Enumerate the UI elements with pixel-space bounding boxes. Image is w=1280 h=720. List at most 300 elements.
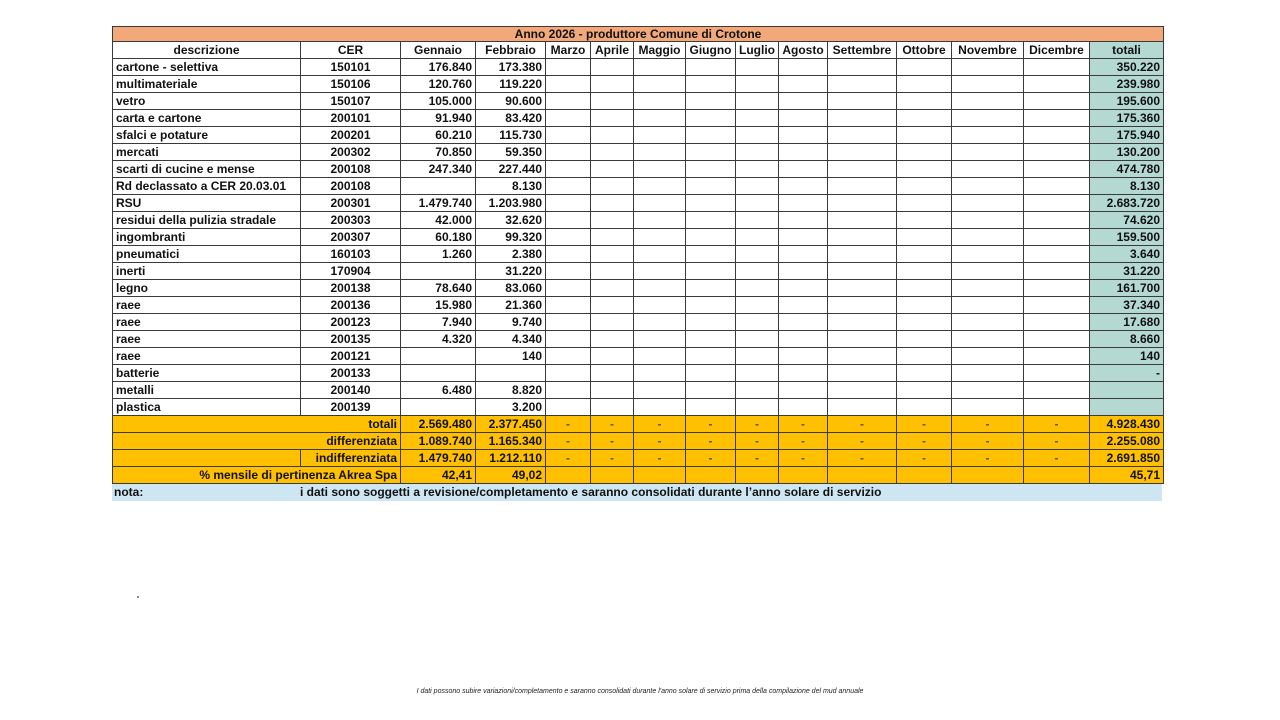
row-gennaio: 247.340	[401, 161, 476, 178]
row-empty-month-cell	[1024, 195, 1090, 212]
row-empty-month-cell	[1024, 127, 1090, 144]
row-empty-month-cell	[952, 399, 1024, 416]
row-empty-month-cell	[779, 297, 828, 314]
row-empty-month-cell	[1024, 399, 1090, 416]
row-gennaio: 70.850	[401, 144, 476, 161]
row-totale: 161.700	[1090, 280, 1164, 297]
header-month-dicembre: Dicembre	[1024, 42, 1090, 59]
row-cer: 150107	[301, 93, 401, 110]
row-empty-month-cell	[634, 229, 686, 246]
row-empty-month-cell	[897, 212, 952, 229]
row-empty-month-cell	[897, 110, 952, 127]
row-febbraio: 83.420	[476, 110, 546, 127]
row-empty-month-cell	[546, 365, 591, 382]
row-gennaio: 91.940	[401, 110, 476, 127]
summary-febbraio: 1.165.340	[476, 433, 546, 450]
row-gennaio: 7.940	[401, 314, 476, 331]
summary-month-cell: -	[779, 416, 828, 433]
header-month-gennaio: Gennaio	[401, 42, 476, 59]
row-empty-month-cell	[736, 297, 779, 314]
row-empty-month-cell	[591, 76, 634, 93]
row-empty-month-cell	[779, 365, 828, 382]
nota-label: nota:	[112, 484, 297, 501]
row-descrizione: inerti	[113, 263, 301, 280]
row-empty-month-cell	[686, 93, 736, 110]
row-totale: 239.980	[1090, 76, 1164, 93]
row-empty-month-cell	[828, 348, 897, 365]
row-empty-month-cell	[779, 229, 828, 246]
row-empty-month-cell	[952, 297, 1024, 314]
summary-febbraio: 1.212.110	[476, 450, 546, 467]
summary-gennaio: 1.089.740	[401, 433, 476, 450]
row-empty-month-cell	[897, 76, 952, 93]
table-row	[113, 178, 1164, 195]
row-febbraio: 1.203.980	[476, 195, 546, 212]
row-totale: 140	[1090, 348, 1164, 365]
summary-febbraio: 49,02	[476, 467, 546, 484]
row-empty-month-cell	[779, 399, 828, 416]
summary-month-cell: -	[591, 433, 634, 450]
row-descrizione: RSU	[113, 195, 301, 212]
row-totale: 74.620	[1090, 212, 1164, 229]
summary-month-cell	[779, 467, 828, 484]
row-cer: 200307	[301, 229, 401, 246]
row-empty-month-cell	[779, 93, 828, 110]
row-empty-month-cell	[591, 365, 634, 382]
row-empty-month-cell	[897, 59, 952, 76]
table-row	[113, 331, 1164, 348]
row-empty-month-cell	[686, 59, 736, 76]
summary-month-cell: -	[1024, 416, 1090, 433]
row-empty-month-cell	[828, 144, 897, 161]
row-empty-month-cell	[634, 382, 686, 399]
row-empty-month-cell	[897, 195, 952, 212]
row-empty-month-cell	[779, 263, 828, 280]
row-empty-month-cell	[828, 314, 897, 331]
row-gennaio	[401, 399, 476, 416]
row-empty-month-cell	[686, 229, 736, 246]
table-row	[113, 195, 1164, 212]
title-row	[113, 27, 1164, 42]
row-empty-month-cell	[546, 382, 591, 399]
row-empty-month-cell	[686, 382, 736, 399]
row-empty-month-cell	[779, 314, 828, 331]
row-empty-month-cell	[779, 331, 828, 348]
table-row	[113, 382, 1164, 399]
row-empty-month-cell	[1024, 178, 1090, 195]
row-empty-month-cell	[1024, 382, 1090, 399]
table-row	[113, 314, 1164, 331]
row-empty-month-cell	[686, 195, 736, 212]
summary-month-cell	[952, 467, 1024, 484]
header-month-febbraio: Febbraio	[476, 42, 546, 59]
row-empty-month-cell	[591, 127, 634, 144]
header-month-ottobre: Ottobre	[897, 42, 952, 59]
waste-table	[112, 26, 1164, 484]
table-row	[113, 59, 1164, 76]
row-empty-month-cell	[736, 382, 779, 399]
row-empty-month-cell	[736, 127, 779, 144]
summary-month-cell: -	[686, 416, 736, 433]
summary-month-cell: -	[828, 433, 897, 450]
row-empty-month-cell	[546, 59, 591, 76]
row-empty-month-cell	[736, 144, 779, 161]
row-empty-month-cell	[1024, 144, 1090, 161]
row-descrizione: Rd declassato a CER 20.03.01	[113, 178, 301, 195]
summary-month-cell: -	[828, 450, 897, 467]
row-empty-month-cell	[736, 76, 779, 93]
row-descrizione: plastica	[113, 399, 301, 416]
summary-month-cell: -	[634, 450, 686, 467]
summary-totale: 45,71	[1090, 467, 1164, 484]
summary-totale: 4.928.430	[1090, 416, 1164, 433]
row-empty-month-cell	[591, 314, 634, 331]
summary-row	[113, 416, 1164, 433]
row-empty-month-cell	[1024, 348, 1090, 365]
header-cer: CER	[301, 42, 401, 59]
row-cer: 200101	[301, 110, 401, 127]
summary-gennaio: 42,41	[401, 467, 476, 484]
row-empty-month-cell	[591, 110, 634, 127]
row-empty-month-cell	[634, 144, 686, 161]
row-totale: 37.340	[1090, 297, 1164, 314]
row-cer: 200139	[301, 399, 401, 416]
row-empty-month-cell	[952, 76, 1024, 93]
row-cer: 200108	[301, 178, 401, 195]
row-cer: 200303	[301, 212, 401, 229]
row-empty-month-cell	[952, 212, 1024, 229]
row-gennaio: 120.760	[401, 76, 476, 93]
nota-text: i dati sono soggetti a revisione/completamento e saranno consolidati durante l’anno solare di servizio	[297, 484, 1162, 501]
row-empty-month-cell	[828, 399, 897, 416]
row-totale: 195.600	[1090, 93, 1164, 110]
row-febbraio: 8.130	[476, 178, 546, 195]
row-empty-month-cell	[591, 212, 634, 229]
summary-month-cell	[546, 467, 591, 484]
row-totale: -	[1090, 365, 1164, 382]
row-cer: 200123	[301, 314, 401, 331]
row-empty-month-cell	[828, 110, 897, 127]
row-cer: 150106	[301, 76, 401, 93]
row-descrizione: legno	[113, 280, 301, 297]
table-row	[113, 110, 1164, 127]
summary-month-cell	[897, 467, 952, 484]
row-empty-month-cell	[591, 178, 634, 195]
row-gennaio: 176.840	[401, 59, 476, 76]
row-empty-month-cell	[591, 297, 634, 314]
summary-month-cell: -	[591, 450, 634, 467]
row-empty-month-cell	[736, 365, 779, 382]
row-empty-month-cell	[779, 127, 828, 144]
row-empty-month-cell	[686, 365, 736, 382]
row-empty-month-cell	[897, 93, 952, 110]
table-row	[113, 348, 1164, 365]
summary-month-cell: -	[546, 416, 591, 433]
row-empty-month-cell	[546, 399, 591, 416]
row-empty-month-cell	[1024, 331, 1090, 348]
row-empty-month-cell	[1024, 76, 1090, 93]
summary-label: indifferenziata	[301, 450, 401, 467]
row-gennaio: 42.000	[401, 212, 476, 229]
row-empty-month-cell	[634, 280, 686, 297]
row-empty-month-cell	[897, 399, 952, 416]
row-febbraio: 90.600	[476, 93, 546, 110]
header-month-marzo: Marzo	[546, 42, 591, 59]
row-empty-month-cell	[897, 365, 952, 382]
row-empty-month-cell	[546, 331, 591, 348]
row-empty-month-cell	[634, 93, 686, 110]
summary-month-cell: -	[686, 450, 736, 467]
row-empty-month-cell	[546, 263, 591, 280]
summary-month-cell: -	[546, 433, 591, 450]
row-totale: 31.220	[1090, 263, 1164, 280]
row-empty-month-cell	[779, 59, 828, 76]
row-febbraio: 119.220	[476, 76, 546, 93]
summary-month-cell: -	[897, 416, 952, 433]
row-empty-month-cell	[952, 127, 1024, 144]
row-empty-month-cell	[634, 59, 686, 76]
row-empty-month-cell	[828, 76, 897, 93]
summary-month-cell	[634, 467, 686, 484]
row-cer: 200140	[301, 382, 401, 399]
row-empty-month-cell	[779, 144, 828, 161]
row-totale: 3.640	[1090, 246, 1164, 263]
header-month-luglio: Luglio	[736, 42, 779, 59]
row-empty-month-cell	[634, 365, 686, 382]
row-empty-month-cell	[828, 331, 897, 348]
row-empty-month-cell	[736, 161, 779, 178]
summary-gennaio: 2.569.480	[401, 416, 476, 433]
row-empty-month-cell	[546, 246, 591, 263]
summary-label: totali	[113, 416, 401, 433]
row-empty-month-cell	[546, 348, 591, 365]
row-descrizione: raee	[113, 348, 301, 365]
row-empty-month-cell	[952, 110, 1024, 127]
summary-month-cell: -	[736, 416, 779, 433]
row-gennaio: 78.640	[401, 280, 476, 297]
row-empty-month-cell	[897, 382, 952, 399]
row-empty-month-cell	[779, 348, 828, 365]
row-empty-month-cell	[897, 263, 952, 280]
table-row	[113, 144, 1164, 161]
row-empty-month-cell	[828, 263, 897, 280]
row-cer: 200136	[301, 297, 401, 314]
summary-month-cell: -	[897, 433, 952, 450]
row-febbraio: 227.440	[476, 161, 546, 178]
row-empty-month-cell	[1024, 110, 1090, 127]
row-empty-month-cell	[897, 280, 952, 297]
row-cer: 200121	[301, 348, 401, 365]
row-empty-month-cell	[634, 161, 686, 178]
table-row	[113, 229, 1164, 246]
row-descrizione: raee	[113, 314, 301, 331]
row-empty-month-cell	[634, 348, 686, 365]
header-totali: totali	[1090, 42, 1164, 59]
row-empty-month-cell	[779, 76, 828, 93]
row-empty-month-cell	[897, 348, 952, 365]
row-empty-month-cell	[736, 280, 779, 297]
row-empty-month-cell	[952, 93, 1024, 110]
summary-month-cell	[828, 467, 897, 484]
row-cer: 200108	[301, 161, 401, 178]
row-empty-month-cell	[686, 127, 736, 144]
row-totale: 130.200	[1090, 144, 1164, 161]
row-empty-month-cell	[686, 297, 736, 314]
row-febbraio: 99.320	[476, 229, 546, 246]
row-gennaio	[401, 365, 476, 382]
row-gennaio: 15.980	[401, 297, 476, 314]
row-empty-month-cell	[634, 331, 686, 348]
table-row	[113, 365, 1164, 382]
row-empty-month-cell	[591, 144, 634, 161]
row-empty-month-cell	[634, 76, 686, 93]
row-empty-month-cell	[1024, 314, 1090, 331]
table-row	[113, 161, 1164, 178]
row-empty-month-cell	[591, 161, 634, 178]
row-empty-month-cell	[897, 314, 952, 331]
row-empty-month-cell	[686, 212, 736, 229]
summary-month-cell	[686, 467, 736, 484]
row-empty-month-cell	[779, 212, 828, 229]
row-empty-month-cell	[952, 161, 1024, 178]
row-empty-month-cell	[634, 110, 686, 127]
row-empty-month-cell	[1024, 93, 1090, 110]
table-row	[113, 399, 1164, 416]
row-empty-month-cell	[686, 331, 736, 348]
row-empty-month-cell	[634, 263, 686, 280]
row-empty-month-cell	[1024, 280, 1090, 297]
row-cer: 170904	[301, 263, 401, 280]
row-empty-month-cell	[546, 297, 591, 314]
row-empty-month-cell	[546, 110, 591, 127]
row-empty-month-cell	[1024, 246, 1090, 263]
row-febbraio	[476, 365, 546, 382]
table-row	[113, 297, 1164, 314]
table-row	[113, 93, 1164, 110]
row-empty-month-cell	[546, 229, 591, 246]
row-empty-month-cell	[546, 127, 591, 144]
row-empty-month-cell	[591, 229, 634, 246]
row-descrizione: vetro	[113, 93, 301, 110]
row-empty-month-cell	[1024, 263, 1090, 280]
header-row	[113, 42, 1164, 59]
row-empty-month-cell	[736, 399, 779, 416]
row-empty-month-cell	[779, 110, 828, 127]
row-empty-month-cell	[591, 280, 634, 297]
row-totale: 474.780	[1090, 161, 1164, 178]
table-row	[113, 280, 1164, 297]
row-totale: 175.360	[1090, 110, 1164, 127]
row-empty-month-cell	[1024, 161, 1090, 178]
table-row	[113, 246, 1164, 263]
row-empty-month-cell	[779, 195, 828, 212]
table-title: Anno 2026 - produttore Comune di Crotone	[113, 27, 1164, 42]
summary-month-cell: -	[736, 450, 779, 467]
row-empty-month-cell	[952, 59, 1024, 76]
row-cer: 200201	[301, 127, 401, 144]
row-empty-month-cell	[952, 195, 1024, 212]
row-gennaio: 105.000	[401, 93, 476, 110]
row-empty-month-cell	[736, 348, 779, 365]
row-empty-month-cell	[546, 280, 591, 297]
summary-row	[113, 467, 1164, 484]
row-gennaio: 6.480	[401, 382, 476, 399]
row-febbraio: 59.350	[476, 144, 546, 161]
row-empty-month-cell	[952, 263, 1024, 280]
row-empty-month-cell	[779, 161, 828, 178]
row-empty-month-cell	[546, 161, 591, 178]
row-febbraio: 9.740	[476, 314, 546, 331]
row-totale: 350.220	[1090, 59, 1164, 76]
row-empty-month-cell	[736, 229, 779, 246]
waste-report-sheet	[112, 26, 1164, 501]
summary-label: % mensile di pertinenza Akrea Spa	[113, 467, 401, 484]
summary-month-cell: -	[952, 433, 1024, 450]
row-totale: 8.130	[1090, 178, 1164, 195]
row-empty-month-cell	[686, 348, 736, 365]
row-febbraio: 32.620	[476, 212, 546, 229]
row-cer: 200138	[301, 280, 401, 297]
row-cer: 200301	[301, 195, 401, 212]
row-empty-month-cell	[736, 246, 779, 263]
row-febbraio: 2.380	[476, 246, 546, 263]
row-totale: 159.500	[1090, 229, 1164, 246]
row-descrizione: metalli	[113, 382, 301, 399]
summary-month-cell: -	[1024, 433, 1090, 450]
header-descrizione: descrizione	[113, 42, 301, 59]
row-empty-month-cell	[591, 246, 634, 263]
summary-label: differenziata	[113, 433, 401, 450]
row-empty-month-cell	[952, 144, 1024, 161]
row-empty-month-cell	[897, 229, 952, 246]
row-cer: 150101	[301, 59, 401, 76]
summary-month-cell: -	[634, 433, 686, 450]
row-empty-month-cell	[952, 382, 1024, 399]
row-empty-month-cell	[686, 246, 736, 263]
summary-febbraio: 2.377.450	[476, 416, 546, 433]
summary-row	[113, 450, 1164, 467]
row-gennaio: 60.210	[401, 127, 476, 144]
row-cer: 200133	[301, 365, 401, 382]
row-empty-month-cell	[591, 382, 634, 399]
row-empty-month-cell	[897, 297, 952, 314]
row-empty-month-cell	[828, 246, 897, 263]
row-empty-month-cell	[634, 178, 686, 195]
row-empty-month-cell	[686, 178, 736, 195]
summary-month-cell: -	[591, 416, 634, 433]
summary-month-cell: -	[828, 416, 897, 433]
row-empty-month-cell	[634, 127, 686, 144]
table-row	[113, 76, 1164, 93]
row-totale: 8.660	[1090, 331, 1164, 348]
summary-month-cell: -	[634, 416, 686, 433]
row-empty-month-cell	[897, 246, 952, 263]
row-cer: 200302	[301, 144, 401, 161]
row-empty-month-cell	[828, 297, 897, 314]
row-febbraio: 31.220	[476, 263, 546, 280]
row-empty-month-cell	[634, 195, 686, 212]
summary-month-cell: -	[897, 450, 952, 467]
summary-spacer	[113, 450, 301, 467]
row-descrizione: raee	[113, 297, 301, 314]
row-empty-month-cell	[736, 314, 779, 331]
row-empty-month-cell	[828, 195, 897, 212]
row-descrizione: scarti di cucine e mense	[113, 161, 301, 178]
row-empty-month-cell	[952, 178, 1024, 195]
table-row	[113, 263, 1164, 280]
row-empty-month-cell	[546, 76, 591, 93]
row-empty-month-cell	[736, 110, 779, 127]
